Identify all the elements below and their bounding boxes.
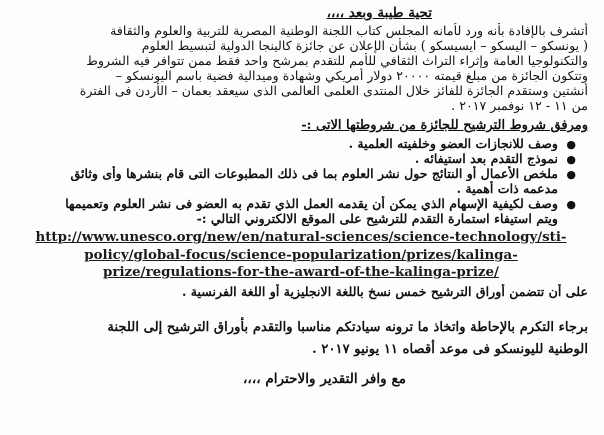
condition-line: ● نموذج التقدم بعد استيفائه .: [414, 151, 558, 166]
intro-line: والتكنولوجيا العامة وإثراء التراث الثقافي للأمم للتقدم بمرشح واحد فقط ممن تتوافر فيه الشروط: [86, 53, 588, 68]
application-url[interactable]: [14, 229, 588, 282]
condition-line: ويتم استيفاء استمارة التقدم للترشيح على الموقع الالكتروني التالي :-: [196, 211, 558, 226]
condition-item: [14, 196, 558, 226]
url-line[interactable]: http://www.unesco.org/new/en/natural-sciences/science-technology/sti-: [35, 229, 567, 245]
request-line: برجاء التكرم بالإحاطة واتخاذ ما ترونه سيادتكم مناسبا والتقدم بأوراق الترشيح إلى اللجنة: [107, 319, 588, 335]
condition-item: [14, 136, 558, 151]
closing-line: مع وافر التقدير والاحترام ،،،،: [243, 370, 406, 387]
intro-line: وتتكون الجائزة من مبلغ قيمته ٢٠٠٠٠ دولار أمريكي وشهادة وميدالية فضية باسم اليونسكو –: [115, 68, 588, 83]
language-note: على أن تتضمن أوراق الترشيح خمس نسخ باللغة الانجليزية أو اللغة الفرنسية .: [181, 283, 588, 299]
condition-line: ● ملخص الأعمال أو النتائج حول نشر العلوم بما فى ذلك المطبوعات التى قام بنشرها وأى وثائق: [70, 166, 558, 181]
url-line[interactable]: prize/regulations-for-the-award-of-the-kalinga-prize/: [103, 264, 499, 280]
intro-paragraph: [14, 23, 588, 113]
intro-line: أتشرف بالإفادة بأنه ورد لأمانه المجلس كتاب اللجنة الوطنية المصرية للتربية والعلوم والثقافة: [110, 23, 588, 38]
conditions-heading: ومرفق شروط الترشيح للجائزة من شروطتها الاتى :-: [301, 118, 588, 133]
intro-line: من ١١ - ١٢ نوفمبر ٢٠١٧ .: [451, 98, 588, 113]
intro-line: أنشتين وستقدم الجائزة للفائز خلال المنتدى العلمى العالمى الذى سيعقد بعمان – الأردن فى الفترة: [79, 83, 588, 98]
condition-item: [14, 166, 558, 196]
condition-line: ● وصف للانجازات العضو وخلفيته العلمية .: [348, 136, 558, 151]
greeting: تحية طيبة وبعد ،،،،: [326, 5, 432, 21]
intro-line: ( يونسكو – اليسكو – ايسيسكو ) بشأن الإعلان عن جائزة كالينجا الدولية لتبسيط العلوم: [141, 38, 588, 53]
condition-line: ● وصف لكيفية الإسهام الذي يمكن أن يقدمه العمل الذي تقدم به العضو فى نشر العلوم وتعميمها: [65, 196, 558, 211]
request-line: الوطنية لليونسكو فى موعد أقصاه ١١ يونيو ٢٠١٧ .: [312, 341, 588, 357]
condition-item: [14, 151, 558, 166]
url-line[interactable]: policy/global-focus/science-popularization/prizes/kalinga-: [84, 246, 518, 263]
conditions-list: [14, 136, 588, 226]
request-paragraph: [14, 317, 588, 361]
condition-line: مدعمه ذات أهمية .: [456, 181, 558, 196]
